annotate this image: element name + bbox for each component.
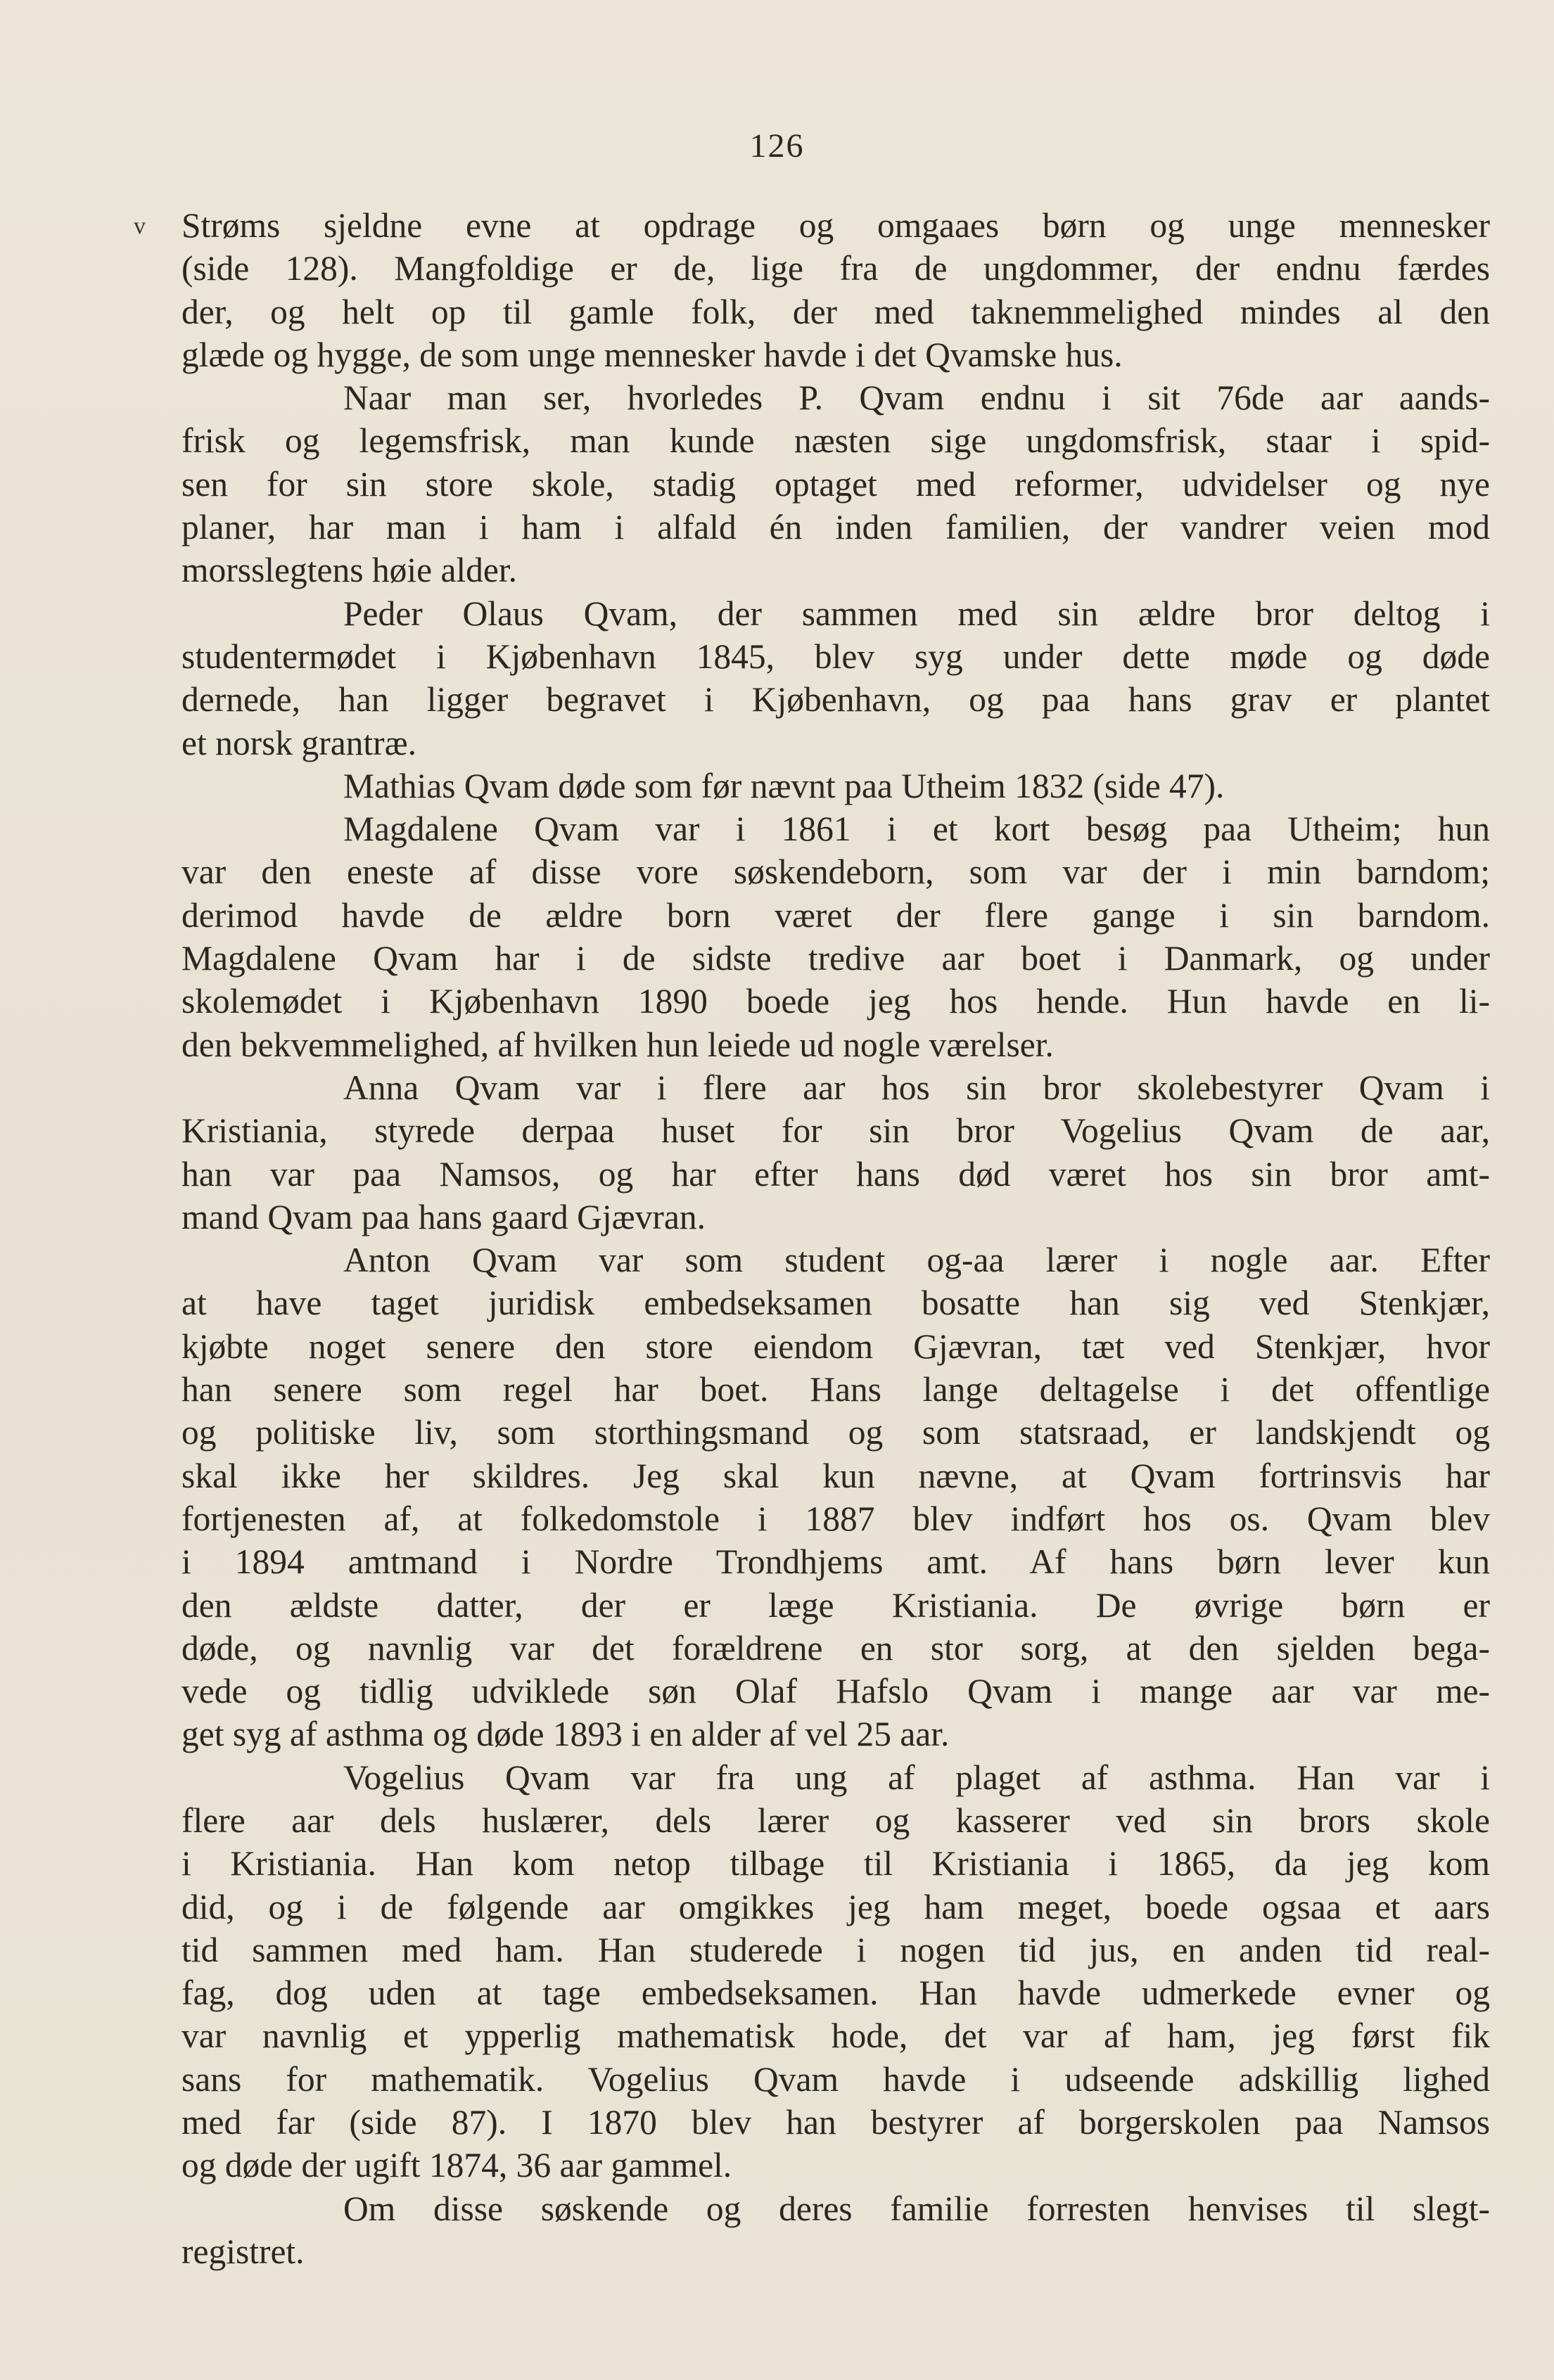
text-line: studentermødet i Kjøbenhavn 1845, blev syg under dette møde og døde (181, 636, 1490, 676)
text-line: døde, og navnlig var det forældrene en stor sorg, at den sjelden bega- (181, 1628, 1490, 1668)
text-line: og politiske liv, som storthingsmand og som statsraad, er landskjendt og (181, 1413, 1490, 1452)
text-line: og døde der ugift 1874, 36 aar gammel. (181, 2146, 732, 2185)
text-line: sans for mathematik. Vogelius Qvam havde i udseende adskillig lighed (181, 2059, 1490, 2099)
text-line: Naar man ser, hvorledes P. Qvam endnu i sit 76de aar aands- (343, 378, 1490, 418)
text-line: fortjenesten af, at folkedomstole i 1887 blev indført hos os. Qvam blev (181, 1499, 1490, 1538)
text-line: Mathias Qvam døde som før nævnt paa Utheim 1832 (side 47). (343, 766, 1225, 805)
text-line: den ældste datter, der er læge Kristiania. De øvrige børn er (181, 1585, 1490, 1625)
text-line: han var paa Namsos, og har efter hans død været hos sin bror amt- (181, 1154, 1490, 1194)
text-line: mand Qvam paa hans gaard Gjævran. (181, 1197, 706, 1236)
text-line: morsslegtens høie alder. (181, 551, 518, 590)
text-line: glæde og hygge, de som unge mennesker havde i det Qvamske hus. (181, 335, 1123, 374)
text-line: var den eneste af disse vore søskendeborn, som var der i min barndom; (181, 852, 1490, 892)
text-line: han senere som regel har boet. Hans lange deltagelse i det offentlige (181, 1370, 1490, 1409)
text-line: planer, har man i ham i alfald én inden familien, der vandrer veien mod (181, 508, 1490, 547)
text-line: dernede, han ligger begravet i Kjøbenhavn, og paa hans grav er plantet (181, 680, 1490, 719)
page-number: 126 (749, 127, 805, 165)
text-line: at have taget juridisk embedseksamen bosatte han sig ved Stenkjær, (181, 1284, 1490, 1323)
text-line: i Kristiania. Han kom netop tilbage til Kristiania i 1865, da jeg kom (181, 1844, 1490, 1883)
text-line: med far (side 87). I 1870 blev han bestyrer af borgerskolen paa Namsos (181, 2103, 1490, 2142)
text-line: flere aar dels huslærer, dels lærer og kasserer ved sin brors skole (181, 1800, 1490, 1840)
text-line: Magdalene Qvam har i de sidste tredive aar boet i Danmark, og under (181, 939, 1490, 978)
text-line: i 1894 amtmand i Nordre Trondhjems amt. Af hans børn lever kun (181, 1542, 1490, 1582)
text-line: vede og tidlig udviklede søn Olaf Hafslo Qvam i mange aar var me- (181, 1672, 1490, 1711)
body-text (181, 204, 1490, 2273)
text-line: derimod havde de ældre born været der flere gange i sin barndom. (181, 895, 1490, 935)
text-line: Anton Qvam var som student og-aa lærer i nogle aar. Efter (343, 1241, 1490, 1280)
margin-marker: v (134, 213, 146, 239)
text-line: registret. (181, 2232, 305, 2271)
text-line: tid sammen med ham. Han studerede i nogen tid jus, en anden tid real- (181, 1930, 1490, 1969)
text-line: Anna Qvam var i flere aar hos sin bror skolebestyrer Qvam i (343, 1068, 1490, 1107)
text-line: frisk og legemsfrisk, man kunde næsten sige ungdomsfrisk, staar i spid- (181, 421, 1490, 461)
text-line: did, og i de følgende aar omgikkes jeg ham meget, boede ogsaa et aars (181, 1887, 1490, 1926)
text-line: den bekvemmelighed, af hvilken hun leiede ud nogle værelser. (181, 1025, 1054, 1064)
text-line: skolemødet i Kjøbenhavn 1890 boede jeg hos hende. Hun havde en li- (181, 982, 1490, 1021)
text-line: Magdalene Qvam var i 1861 i et kort besøg paa Utheim; hun (343, 810, 1490, 849)
text-line: kjøbte noget senere den store eiendom Gjævran, tæt ved Stenkjær, hvor (181, 1326, 1490, 1366)
text-line: Vogelius Qvam var fra ung af plaget af asthma. Han var i (343, 1758, 1490, 1797)
text-line: der, og helt op til gamle folk, der med taknemmelighed mindes al den (181, 292, 1490, 331)
text-line: get syg af asthma og døde 1893 i en alder af vel 25 aar. (181, 1715, 950, 1754)
text-line: Om disse søskende og deres familie forresten henvises til slegt- (343, 2189, 1490, 2228)
text-line: fag, dog uden at tage embedseksamen. Han havde udmerkede evner og (181, 1973, 1490, 2013)
text-line: et norsk grantræ. (181, 723, 417, 762)
text-line: Strøms sjeldne evne at opdrage og omgaaes børn og unge mennesker (181, 206, 1490, 245)
text-line: sen for sin store skole, stadig optaget med reformer, udvidelser og nye (181, 464, 1490, 504)
text-line: Peder Olaus Qvam, der sammen med sin ældre bror deltog i (343, 594, 1490, 633)
text-line: var navnlig et ypperlig mathematisk hode, det var af ham, jeg først fik (181, 2016, 1490, 2056)
text-line: (side 128). Mangfoldige er de, lige fra de ungdommer, der endnu færdes (181, 249, 1490, 288)
text-line: skal ikke her skildres. Jeg skal kun nævne, at Qvam fortrinsvis har (181, 1456, 1490, 1495)
text-line: Kristiania, styrede derpaa huset for sin bror Vogelius Qvam de aar, (181, 1111, 1490, 1151)
